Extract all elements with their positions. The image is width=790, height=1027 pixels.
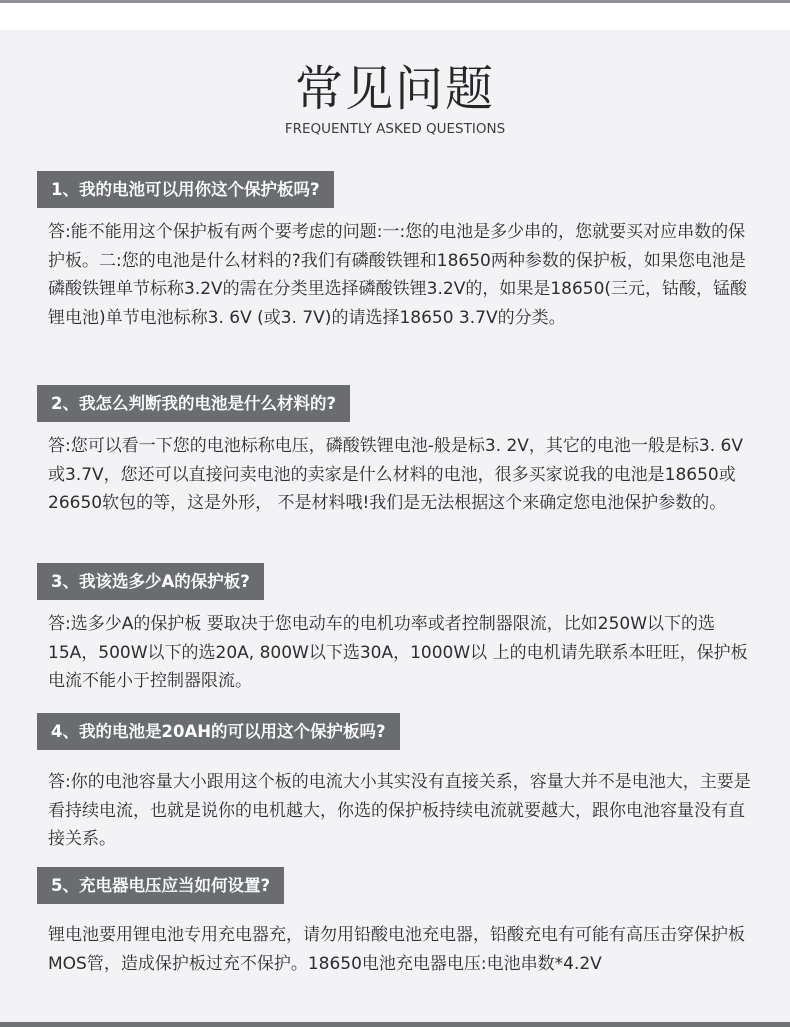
question-heading: 4、我的电池是20AH的可以用这个保护板吗? bbox=[37, 713, 400, 750]
answer-text: 答:你的电池容量大小跟用这个板的电流大小其实没有直接关系，容量大并不是电池大，主要是看持续电流，也就是说你的电机越大，你选的保护板持续电流就要越大，跟你电池容量没有直接关系。 bbox=[48, 772, 751, 850]
answer-text: 答:能不能用这个保护板有两个要考虑的问题:一:您的电池是多少串的，您就要买对应串数的保护板。二:您的电池是什么材料的?我们有磷酸铁锂和18650两种参数的保护板，如果您电池是磷酸铁锂单节标称3.2V的需在分类里选择磷酸铁锂3.2V的，如果是18650(三元，钴酸，锰酸锂电池)单节电池标称3. 6V (或3. 7V)的请选择18650 3.7V的分类。 bbox=[48, 222, 748, 329]
question-heading: 2、我怎么判断我的电池是什么材料的? bbox=[37, 385, 350, 422]
page-title: 常见问题 bbox=[294, 61, 495, 117]
answer-text: 锂电池要用锂电池专用充电器充，请勿用铅酸电池充电器，铅酸充电有可能有高压击穿保护板MOS管，造成保护板过充不保护。18650电池充电器电压:电池串数*4.2V bbox=[48, 925, 745, 974]
question-heading: 5、充电器电压应当如何设置? bbox=[37, 867, 284, 904]
bottom-border bbox=[0, 1022, 790, 1027]
question-heading: 3、我该选多少A的保护板? bbox=[37, 563, 264, 600]
page-subtitle: FREQUENTLY ASKED QUESTIONS bbox=[284, 121, 506, 137]
answer-text: 答:您可以看一下您的电池标称电压，磷酸铁锂电池-般是标3. 2V，其它的电池一般是标3. 6V或3.7V，您还可以直接问卖电池的卖家是什么材料的电池，很多买家说我的电池是18650或26650软包的等，这是外形， 不是材料哦!我们是无法根据这个来确定您电池保护参数的。 bbox=[48, 436, 743, 514]
answer-text: 答:选多少A的保护板 要取决于您电动车的电机功率或者控制器限流，比如250W以下的选 15A，500W以下的选20A, 800W以下选30A，1000W以 上的电机请先联系本旺旺，保护板电流不能小于控制器限流。 bbox=[48, 614, 748, 692]
question-heading: 1、我的电池可以用你这个保护板吗? bbox=[37, 171, 334, 208]
top-band bbox=[0, 3, 790, 30]
